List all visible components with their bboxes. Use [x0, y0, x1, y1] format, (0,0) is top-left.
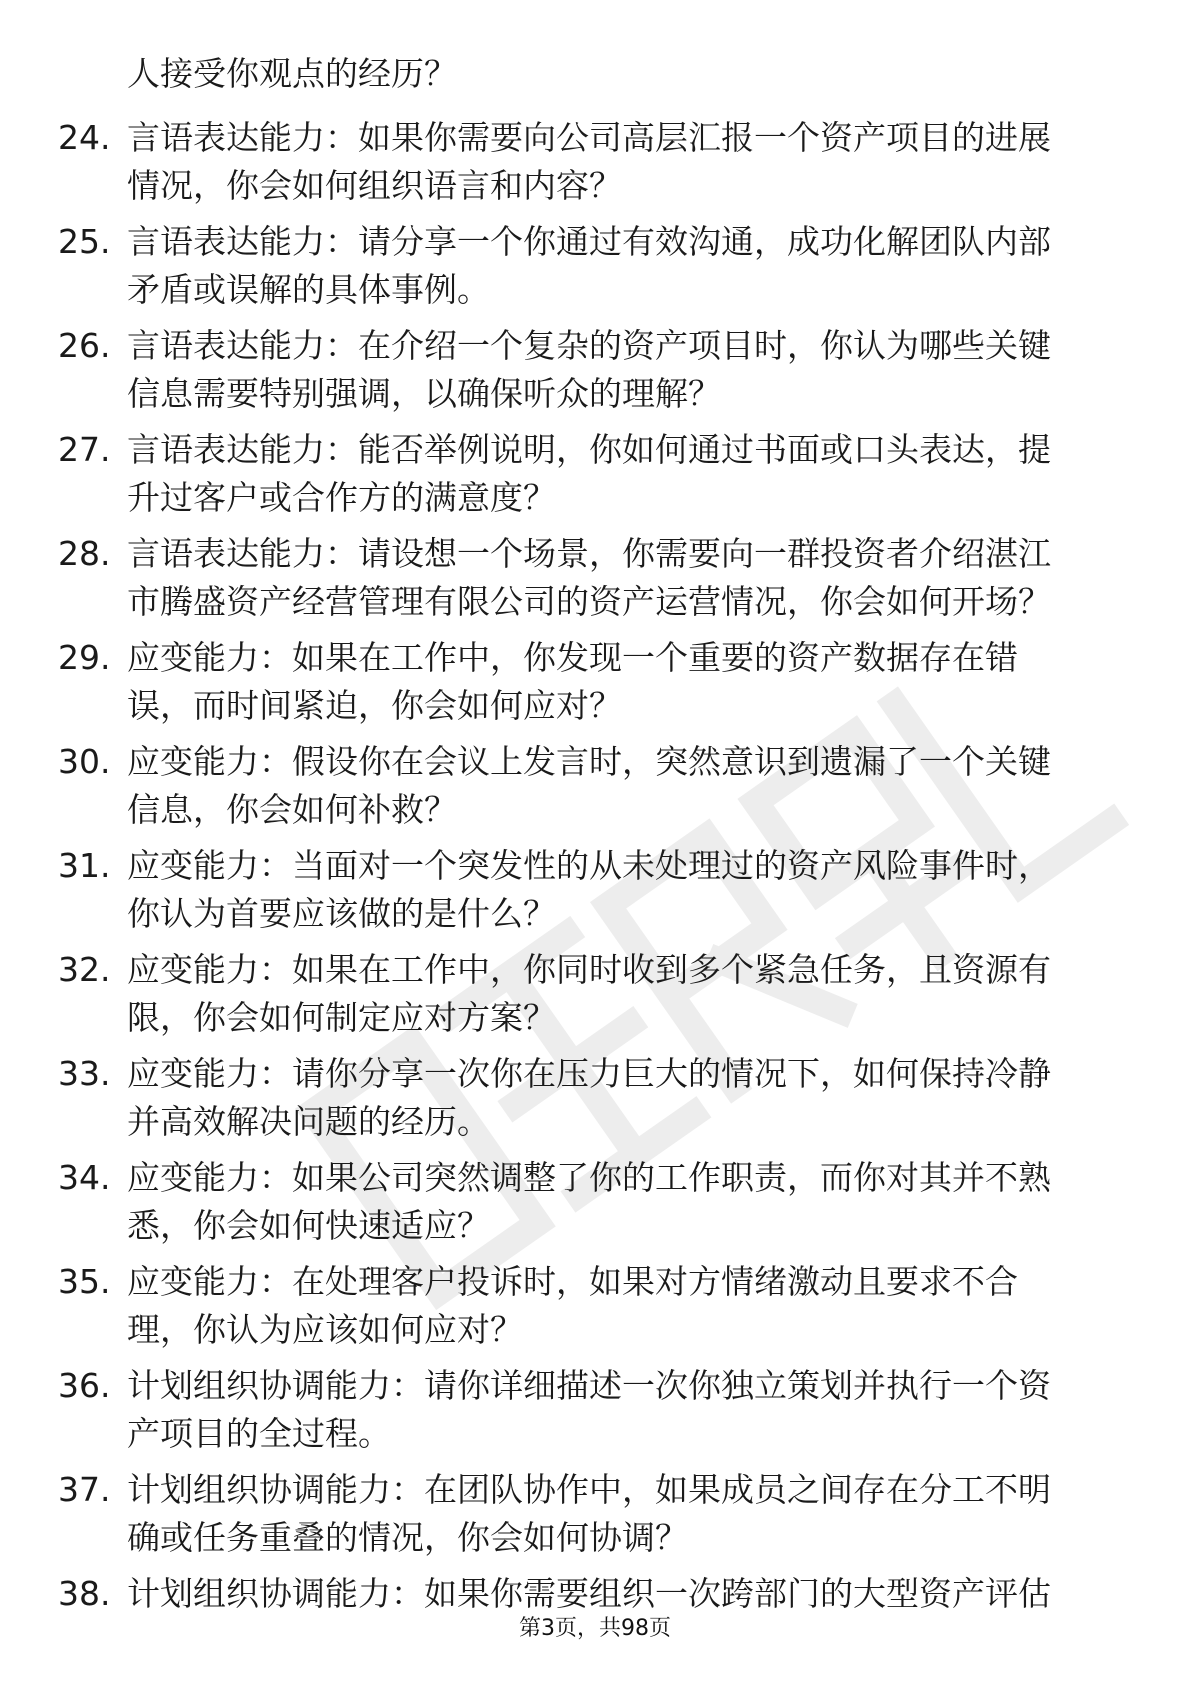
question-item	[58, 738, 1138, 834]
question-number: 24.	[58, 118, 111, 157]
question-number: 38.	[58, 1574, 111, 1613]
continuation-line: 人接受你观点的经历？	[127, 54, 457, 93]
question-text-line: 限，你会如何制定应对方案？	[127, 998, 556, 1037]
question-number: 31.	[58, 846, 111, 885]
question-list	[58, 114, 1138, 1626]
question-text	[127, 946, 1127, 1042]
question-number: 30.	[58, 742, 111, 781]
question-text-line: 悉，你会如何快速适应？	[127, 1206, 490, 1245]
question-text-line: 计划组织协调能力：如果你需要组织一次跨部门的大型资产评估	[127, 1574, 1051, 1613]
question-text	[127, 218, 1127, 314]
question-item	[58, 1570, 1138, 1618]
question-item	[58, 1258, 1138, 1354]
question-text	[127, 530, 1127, 626]
question-item	[58, 322, 1138, 418]
question-text	[127, 634, 1127, 730]
question-number: 33.	[58, 1054, 111, 1093]
question-text-line: 理，你认为应该如何应对？	[127, 1310, 523, 1349]
question-number: 32.	[58, 950, 111, 989]
question-text-line: 应变能力：如果在工作中，你发现一个重要的资产数据存在错	[127, 638, 1018, 677]
question-text-line: 并高效解决问题的经历。	[127, 1102, 490, 1141]
question-text-line: 言语表达能力：能否举例说明，你如何通过书面或口头表达，提	[127, 430, 1051, 469]
question-text-line: 应变能力：请你分享一次你在压力巨大的情况下，如何保持冷静	[127, 1054, 1051, 1093]
question-text	[127, 322, 1127, 418]
question-item	[58, 1050, 1138, 1146]
question-number: 35.	[58, 1262, 111, 1301]
question-text	[127, 1050, 1127, 1146]
question-number: 28.	[58, 534, 111, 573]
question-text	[127, 1154, 1127, 1250]
question-item	[58, 426, 1138, 522]
question-item	[58, 842, 1138, 938]
question-text-line: 信息需要特别强调，以确保听众的理解？	[127, 374, 721, 413]
question-item	[58, 946, 1138, 1042]
question-text-line: 应变能力：在处理客户投诉时，如果对方情绪激动且要求不合	[127, 1262, 1018, 1301]
question-item	[58, 114, 1138, 210]
question-text	[127, 1570, 1127, 1618]
question-text	[127, 842, 1127, 938]
question-number: 34.	[58, 1158, 111, 1197]
question-text-line: 计划组织协调能力：请你详细描述一次你独立策划并执行一个资	[127, 1366, 1051, 1405]
page-footer: 第3页，共98页	[519, 1616, 671, 1641]
question-number: 25.	[58, 222, 111, 261]
question-text-line: 言语表达能力：请分享一个你通过有效沟通，成功化解团队内部	[127, 222, 1051, 261]
question-text-line: 情况，你会如何组织语言和内容？	[127, 166, 622, 205]
question-number: 26.	[58, 326, 111, 365]
question-text-line: 产项目的全过程。	[127, 1414, 391, 1453]
question-text-line: 误，而时间紧迫，你会如何应对？	[127, 686, 622, 725]
question-text-line: 应变能力：如果公司突然调整了你的工作职责，而你对其并不熟	[127, 1158, 1051, 1197]
question-item	[58, 1154, 1138, 1250]
question-number: 36.	[58, 1366, 111, 1405]
question-text-line: 信息，你会如何补救？	[127, 790, 457, 829]
question-text	[127, 1466, 1127, 1562]
question-text-line: 言语表达能力：如果你需要向公司高层汇报一个资产项目的进展	[127, 118, 1051, 157]
question-item	[58, 1362, 1138, 1458]
question-text	[127, 426, 1127, 522]
question-text-line: 矛盾或误解的具体事例。	[127, 270, 490, 309]
question-text-line: 应变能力：如果在工作中，你同时收到多个紧急任务，且资源有	[127, 950, 1051, 989]
question-number: 29.	[58, 638, 111, 677]
question-item	[58, 530, 1138, 626]
question-number: 37.	[58, 1470, 111, 1509]
question-item	[58, 218, 1138, 314]
question-text	[127, 1258, 1127, 1354]
question-text	[127, 1362, 1127, 1458]
question-text-line: 应变能力：当面对一个突发性的从未处理过的资产风险事件时，	[127, 846, 1051, 885]
question-text-line: 确或任务重叠的情况，你会如何协调？	[127, 1518, 688, 1557]
question-text-line: 你认为首要应该做的是什么？	[127, 894, 556, 933]
question-item	[58, 1466, 1138, 1562]
question-text	[127, 114, 1127, 210]
question-text-line: 计划组织协调能力：在团队协作中，如果成员之间存在分工不明	[127, 1470, 1051, 1509]
question-text-line: 应变能力：假设你在会议上发言时，突然意识到遗漏了一个关键	[127, 742, 1051, 781]
question-number: 27.	[58, 430, 111, 469]
question-text-line: 升过客户或合作方的满意度？	[127, 478, 556, 517]
question-text-line: 市腾盛资产经营管理有限公司的资产运营情况，你会如何开场？	[127, 582, 1051, 621]
question-item	[58, 634, 1138, 730]
question-text-line: 言语表达能力：在介绍一个复杂的资产项目时，你认为哪些关键	[127, 326, 1051, 365]
question-text-line: 言语表达能力：请设想一个场景，你需要向一群投资者介绍湛江	[127, 534, 1051, 573]
question-text	[127, 738, 1127, 834]
